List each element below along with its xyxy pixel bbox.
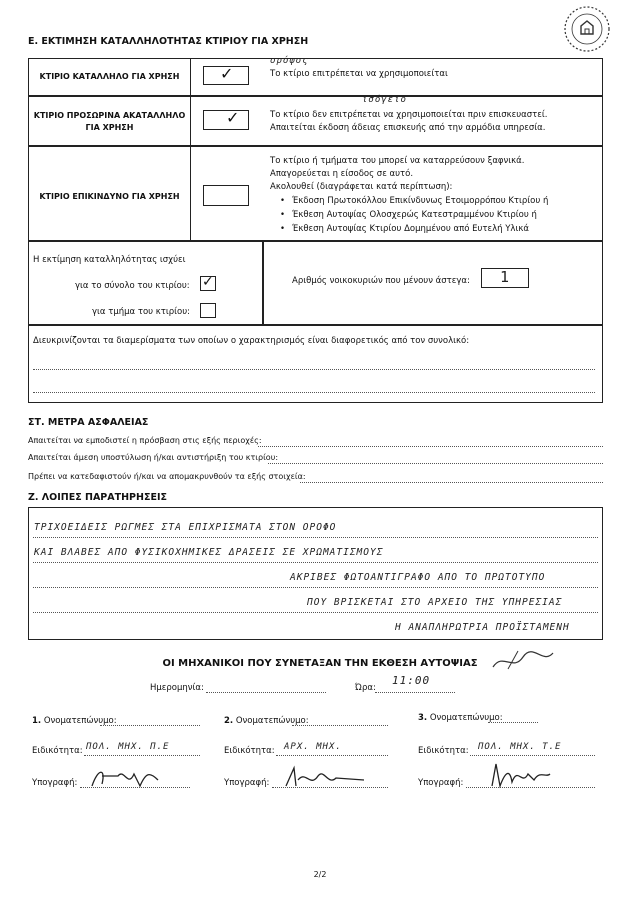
- engineer-1-spec-value: ΠΟΛ. ΜΗΧ. Π.Ε: [86, 742, 170, 752]
- row-dangerous-checkbox[interactable]: [203, 185, 249, 206]
- households-value: 1: [500, 268, 511, 286]
- bullet-item: • Έκθεση Αυτοψίας Κτιρίου Δομημένου από Ευτελή Υλικά: [278, 224, 598, 234]
- engineer-3-sig-label: Υπογραφή:: [418, 778, 464, 788]
- safety-line-3: [300, 482, 603, 483]
- remark-text-3: ΑΚΡΙΒΕΣ ΦΩΤΟΑΝΤΙΓΡΑΦΟ ΑΠΟ ΤΟ ΠΡΩΤΟΤΥΠΟ: [290, 572, 546, 583]
- engineer-2-sig-label: Υπογραφή:: [224, 778, 270, 788]
- bullet-item: • Έκδοση Πρωτοκόλλου Επικίνδυνως Ετοιμορρόπου Κτιρίου ή: [278, 196, 598, 206]
- row-temporary-checkmark: ✓: [226, 108, 240, 127]
- row-suitable-label: ΚΤΙΡΙΟ ΚΑΤΑΛΛΗΛΟ ΓΙΑ ΧΡΗΣΗ: [39, 72, 180, 81]
- engineer-1-name: 1. Ονοματεπώνυμο:: [32, 716, 117, 726]
- safety-line-1-label: Απαιτείται να εμποδιστεί η πρόσβαση στις εξής περιοχές:: [28, 436, 262, 445]
- validity-part-label: για τμήμα του κτιρίου:: [92, 307, 191, 317]
- row-dangerous-desc-1: Το κτίριο ή τμήματα του μπορεί να καταρρεύσουν ξαφνικά.: [270, 156, 525, 166]
- row-suitable-note: ορόφος: [270, 56, 309, 66]
- engineers-title: ΟΙ ΜΗΧΑΝΙΚΟΙ ΠΟΥ ΣΥΝΕΤΑΞΑΝ ΤΗΝ ΕΚΘΕΣΗ ΑΥΤΟΨΙΑΣ: [162, 658, 478, 669]
- engineer-2-name: 2. Ονοματεπώνυμο:: [224, 716, 309, 726]
- row-temporary-desc-2: Απαιτείται έκδοση άδειας επισκευής από την αρμόδια υπηρεσία.: [270, 123, 546, 133]
- row-suitable-checkmark: ✓: [220, 64, 234, 83]
- validity-part-checkbox[interactable]: [200, 303, 216, 318]
- page-number: 2/2: [313, 870, 327, 879]
- remark-text-4: ΠΟΥ ΒΡΙΣΚΕΤΑΙ ΣΤΟ ΑΡΧΕΙΟ ΤΗΣ ΥΠΗΡΕΣΙΑΣ: [307, 597, 563, 608]
- date-line: [206, 692, 326, 693]
- stamp: [562, 4, 612, 54]
- time-label: Ώρα:: [355, 683, 376, 693]
- remarks-line: [33, 612, 598, 613]
- engineer-3-signature: [486, 760, 556, 793]
- engineer-3-spec: Ειδικότητα:: [418, 746, 469, 756]
- households-label: Αριθμός νοικοκυριών που μένουν άστεγα:: [292, 276, 470, 286]
- row-dangerous-desc-2: Απαγορεύεται η είσοδος σε αυτό.: [270, 169, 414, 179]
- row-temporary-label-1: ΚΤΙΡΙΟ ΠΡΟΣΩΡΙΝΑ ΑΚΑΤΑΛΛΗΛΟ: [33, 111, 186, 120]
- engineer-2-spec: Ειδικότητα:: [224, 746, 275, 756]
- engineer-2-spec-line: [276, 755, 388, 756]
- safety-line-1: [258, 446, 603, 447]
- row-temporary-desc-1: Το κτίριο δεν επιτρέπεται να χρησιμοποιείται πριν επισκευαστεί.: [270, 110, 548, 120]
- row-dangerous-label: ΚΤΙΡΙΟ ΕΠΙΚΙΝΔΥΝΟ ΓΙΑ ΧΡΗΣΗ: [39, 192, 180, 201]
- section-e-title: Ε. ΕΚΤΙΜΗΣΗ ΚΑΤΑΛΛΗΛΟΤΗΤΑΣ ΚΤΙΡΙΟΥ ΓΙΑ ΧΡΗΣΗ: [28, 36, 309, 47]
- remarks-line: [33, 562, 598, 563]
- time-value: 11:00: [392, 674, 431, 687]
- engineer-2-signature: [280, 762, 370, 795]
- remark-text-1: ΤΡΙΧΟΕΙΔΕΙΣ ΡΩΓΜΕΣ ΣΤΑ ΕΠΙΧΡΙΣΜΑΤΑ ΣΤΟΝ ΟΡΟΦΟ: [34, 522, 337, 533]
- apartments-label: Διευκρινίζονται τα διαμερίσματα των οποίων ο χαρακτηρισμός είναι διαφορετικός από τον συνολικό:: [33, 336, 470, 346]
- signature-scribble: [488, 647, 558, 678]
- row-suitable-desc: Το κτίριο επιτρέπεται να χρησιμοποιείται: [270, 69, 448, 79]
- section-st-title: ΣΤ. ΜΕΤΡΑ ΑΣΦΑΛΕΙΑΣ: [28, 417, 149, 428]
- engineer-2-name-line: [292, 725, 388, 726]
- validity-whole-label: για το σύνολο του κτιρίου:: [75, 281, 190, 291]
- engineer-3-name: 3. Ονοματεπώνυμο:: [418, 713, 503, 723]
- time-line: [375, 692, 455, 693]
- apartments-line: [33, 392, 595, 393]
- engineer-1-spec-line: [84, 755, 200, 756]
- row-dangerous-bullets: [278, 196, 598, 238]
- remarks-line: [33, 587, 598, 588]
- engineer-1-sig-label: Υπογραφή:: [32, 778, 78, 788]
- section-z-title: Ζ. ΛΟΙΠΕΣ ΠΑΡΑΤΗΡΗΣΕΙΣ: [28, 492, 167, 503]
- row-temporary-label-2: ΓΙΑ ΧΡΗΣΗ: [85, 123, 134, 132]
- row-temporary-note: ισόγειο: [362, 95, 407, 105]
- engineer-1-name-line: [100, 725, 200, 726]
- engineer-3-spec-line: [470, 755, 595, 756]
- engineer-1-spec: Ειδικότητα:: [32, 746, 83, 756]
- safety-line-3-label: Πρέπει να κατεδαφιστούν ή/και να απομακρυνθούν τα εξής στοιχεία:: [28, 472, 306, 481]
- safety-line-2-label: Απαιτείται άμεση υποστύλωση ή/και αντιστήριξη του κτιρίου:: [28, 453, 279, 462]
- engineer-3-name-line: [488, 722, 538, 723]
- engineer-1-signature: [88, 764, 168, 795]
- engineer-3-spec-value: ΠΟΛ. ΜΗΧ. Τ.Ε: [478, 742, 562, 752]
- apartments-line: [33, 369, 595, 370]
- safety-line-2: [268, 463, 603, 464]
- validity-whole-checkmark: ✓: [202, 274, 214, 290]
- remark-text-5: Η ΑΝΑΠΛΗΡΩΤΡΙΑ ΠΡΟΪΣΤΑΜΕΝΗ: [395, 622, 570, 633]
- validity-title: Η εκτίμηση καταλληλότητας ισχύει: [33, 255, 186, 265]
- row-temporary-label-cell: [28, 96, 191, 146]
- engineer-2-spec-value: ΑΡΧ. ΜΗΧ.: [284, 742, 342, 752]
- date-label: Ημερομηνία:: [150, 683, 204, 693]
- row-dangerous-desc-3: Ακολουθεί (διαγράφεται κατά περίπτωση):: [270, 182, 453, 192]
- remark-text-2: ΚΑΙ ΒΛΑΒΕΣ ΑΠΟ ΦΥΣΙΚΟΧΗΜΙΚΕΣ ΔΡΑΣΕΙΣ ΣΕ ΧΡΩΜΑΤΙΣΜΟΥΣ: [34, 547, 384, 558]
- bullet-item: • Έκθεση Αυτοψίας Ολοσχερώς Κατεστραμμένου Κτιρίου ή: [278, 210, 598, 220]
- remarks-line: [33, 537, 598, 538]
